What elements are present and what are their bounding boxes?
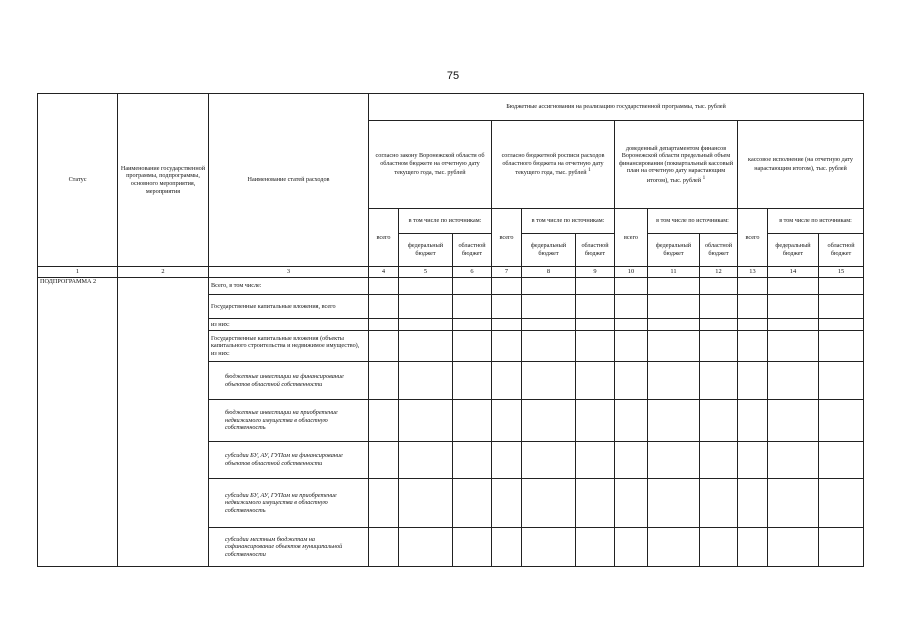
header-total-3: всего [615,209,648,267]
header-sources-4: в том числе по источникам: [768,209,864,234]
col-num: 5 [399,267,453,278]
col-num: 6 [453,267,492,278]
header-total-2: всего [492,209,522,267]
header-program-name: Наименование государственной программы, подпрограммы, основного мероприятия, мероприятия [118,94,209,267]
header-sources-3: в том числе по источникам: [648,209,738,234]
program-name-cell [118,278,209,567]
column-number-row [38,267,864,278]
header-regional-2: областной бюджет [576,234,615,267]
expense-item: из них: [209,319,369,331]
expense-item: субсидии БУ, АУ, ГУПам на финансирование объектов областной собственности [209,442,369,479]
col-num: 15 [819,267,864,278]
header-regional-3: областной бюджет [700,234,738,267]
expense-item: Государственные капитальные вложения (объекты капитального строительства и недвижимое имущество), из них: [209,331,369,362]
col-num: 8 [522,267,576,278]
col-num: 3 [209,267,369,278]
header-sources-1: в том числе по источникам: [399,209,492,234]
col-num: 12 [700,267,738,278]
header-budget-title: Бюджетные ассигнования на реализацию государственной программы, тыс. рублей [369,94,864,121]
expense-item: субсидии БУ, АУ, ГУПам на приобретение недвижимого имущества в областную собственность [209,479,369,528]
col-num: 14 [768,267,819,278]
page-number: 75 [446,70,460,82]
col-num: 10 [615,267,648,278]
header-total-4: всего [738,209,768,267]
expense-item: субсидии местным бюджетам на софинансирование объектов муниципальной собственности [209,528,369,567]
header-federal-1: федеральный бюджет [399,234,453,267]
header-group-funding-limit: доведенный департаментом финансов Воронежской области предельный объем финансирования (поквартальный кассовый план на отчетную дату нарастающим итогом), тыс. рублей $^1$ [615,121,738,209]
status-cell: ПОДПРОГРАММА 2 [38,278,118,567]
col-num: 9 [576,267,615,278]
expense-item: Всего, в том числе: [209,278,369,295]
header-row-title [38,94,864,121]
col-num: 7 [492,267,522,278]
header-regional-4: областной бюджет [819,234,864,267]
header-total-1: всего [369,209,399,267]
expense-item: Государственные капитальные вложения, всего [209,295,369,319]
col-num: 1 [38,267,118,278]
col-num: 13 [738,267,768,278]
header-sources-2: в том числе по источникам: [522,209,615,234]
expense-item: бюджетные инвестиции на финансирование объектов областной собственности [209,362,369,400]
header-group-cash-execution: кассовое исполнение (на отчетную дату нарастающим итогом), тыс. рублей [738,121,864,209]
header-regional-1: областной бюджет [453,234,492,267]
col-num: 2 [118,267,209,278]
header-federal-4: федеральный бюджет [768,234,819,267]
col-num: 4 [369,267,399,278]
col-num: 11 [648,267,700,278]
header-group-schedule: согласно бюджетной росписи расходов областного бюджета на отчетную дату текущего года, тыс. рублей $^1$ [492,121,615,209]
header-status: Статус [38,94,118,267]
header-federal-2: федеральный бюджет [522,234,576,267]
table-row [38,278,864,295]
header-group-law: согласно закону Воронежской области об областном бюджете на отчетную дату текущего года, тыс. рублей [369,121,492,209]
header-federal-3: федеральный бюджет [648,234,700,267]
budget-allocation-table [37,93,864,567]
expense-item: бюджетные инвестиции на приобретение недвижимого имущества в областную собственность [209,400,369,442]
header-expense-items: Наименование статей расходов [209,94,369,267]
